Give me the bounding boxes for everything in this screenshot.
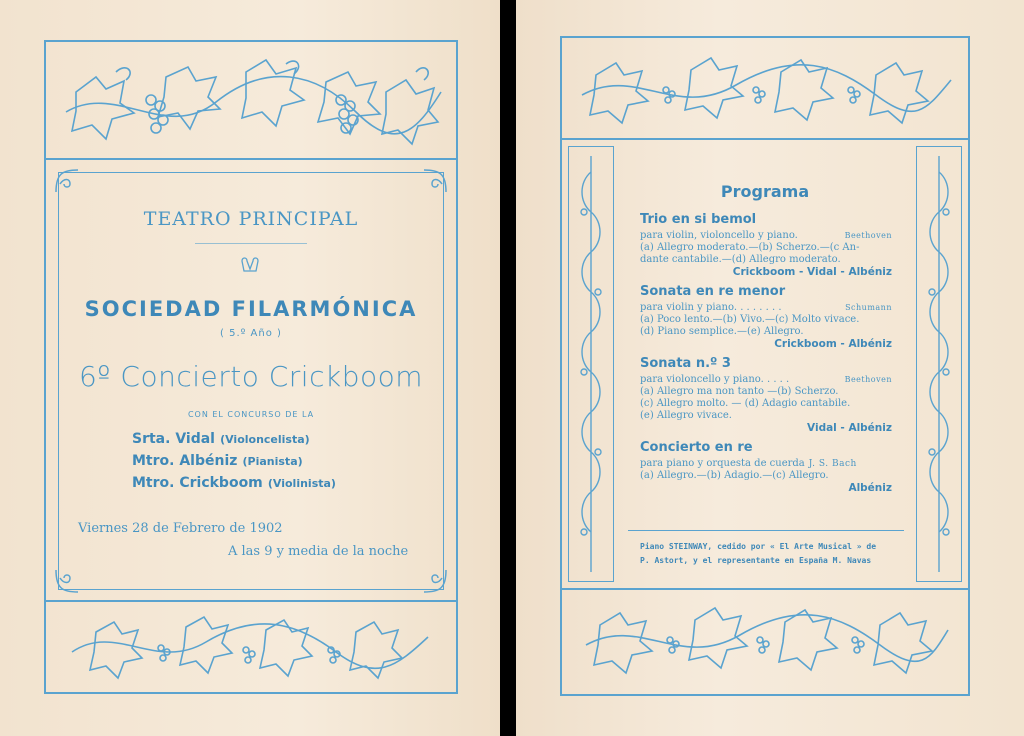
composer: J. S. Bach (808, 459, 857, 469)
footer-rule (628, 530, 904, 531)
corner-scroll-tr (420, 166, 450, 196)
performer-role: (Violoncelista) (220, 433, 310, 446)
performer-role: (Pianista) (242, 455, 303, 468)
movement-line: dante cantabile.—(d) Allegro moderato. (640, 254, 841, 265)
lyre-icon (238, 255, 262, 275)
piece-title: Concierto en re (640, 440, 753, 455)
scroll-column-right (922, 152, 956, 576)
performer-name: Mtro. Crickboom (132, 475, 263, 491)
composer: Beethoven (844, 375, 892, 384)
instrumentation-text: para violin, violoncello y piano. (640, 230, 798, 241)
piece-performers: Crickboom - Vidal - Albéniz (732, 266, 892, 278)
with-label: CON EL CONCURSO DE LA (187, 410, 315, 419)
performer-name: Srta. Vidal (132, 431, 215, 447)
program-piece (640, 440, 892, 494)
program-piece (640, 356, 892, 434)
instrumentation-text: para violoncello y piano. . . . . (640, 374, 790, 385)
grapevine-ornament-bottom (580, 600, 952, 680)
footer-line: P. Astort, y el representante en España M. Navas (640, 556, 872, 565)
piece-instrumentation (640, 458, 892, 470)
piece-title: Sonata en re menor (640, 284, 786, 299)
performer-1 (132, 428, 432, 450)
theatre-name: TEATRO PRINCIPAL (143, 208, 359, 230)
divider-top (44, 158, 458, 160)
movement-line: (a) Allegro ma non tanto —(b) Scherzo. (640, 386, 839, 397)
movement-line: (c) Allegro molto. — (d) Adagio cantabile. (640, 398, 851, 409)
movement-line: (a) Poco lento.—(b) Vivo.—(c) Molto vivace. (640, 314, 860, 325)
divider-top (560, 138, 970, 140)
footer-line: Piano STEINWAY, cedido por « El Arte Musical » de (640, 542, 877, 551)
performer-role: (Violinista) (267, 477, 336, 490)
corner-scroll-bl (52, 566, 82, 596)
concert-time: A las 9 y media de la noche (228, 544, 409, 559)
piece-title: Trio en si bemol (640, 212, 757, 227)
grapevine-ornament-top (56, 52, 446, 148)
left-page (0, 0, 500, 736)
composer: Beethoven (844, 231, 892, 240)
program-piece (640, 212, 892, 278)
corner-scroll-br (420, 566, 450, 596)
concert-date: Viernes 28 de Febrero de 1902 (78, 521, 283, 536)
grapevine-ornament-top (576, 50, 956, 130)
piece-instrumentation (640, 302, 892, 314)
piece-performers: Albéniz (848, 482, 892, 494)
piece-instrumentation (640, 374, 892, 386)
performer-2 (132, 450, 432, 472)
movement-line: (d) Piano semplice.—(e) Allegro. (640, 326, 804, 337)
divider-bottom (560, 588, 970, 590)
piece-instrumentation (640, 230, 892, 242)
piece-performers: Vidal - Albéniz (807, 422, 892, 434)
performer-3 (132, 472, 432, 494)
season-year: ( 5.º Año ) (220, 328, 282, 339)
instrumentation-text: para piano y orquesta de cuerda (640, 458, 805, 469)
movement-line: (e) Allegro vivace. (640, 410, 732, 421)
piece-title: Sonata n.º 3 (640, 356, 731, 371)
theatre-underline (195, 243, 307, 244)
scroll-column-left (574, 152, 608, 576)
program-piece (640, 284, 892, 350)
performer-list (132, 428, 432, 494)
program-heading: Programa (720, 182, 810, 201)
concert-title: 6º Concierto Crickboom (78, 360, 424, 393)
performer-name: Mtro. Albéniz (132, 453, 238, 469)
movement-line: (a) Allegro moderato.—(b) Scherzo.—(c An- (640, 242, 860, 253)
corner-scroll-tl (52, 166, 82, 196)
grapevine-ornament-bottom (66, 612, 436, 682)
footer-note (640, 540, 900, 568)
society-name: SOCIEDAD FILARMÓNICA (84, 297, 418, 321)
instrumentation-text: para violin y piano. . . . . . . . (640, 302, 782, 313)
program-list (640, 212, 892, 494)
piece-performers: Crickboom - Albéniz (774, 338, 892, 350)
right-page (516, 0, 1024, 736)
divider-bottom (44, 600, 458, 602)
movement-line: (a) Allegro.—(b) Adagio.—(c) Allegro. (640, 470, 829, 481)
composer: Schumann (845, 303, 892, 312)
